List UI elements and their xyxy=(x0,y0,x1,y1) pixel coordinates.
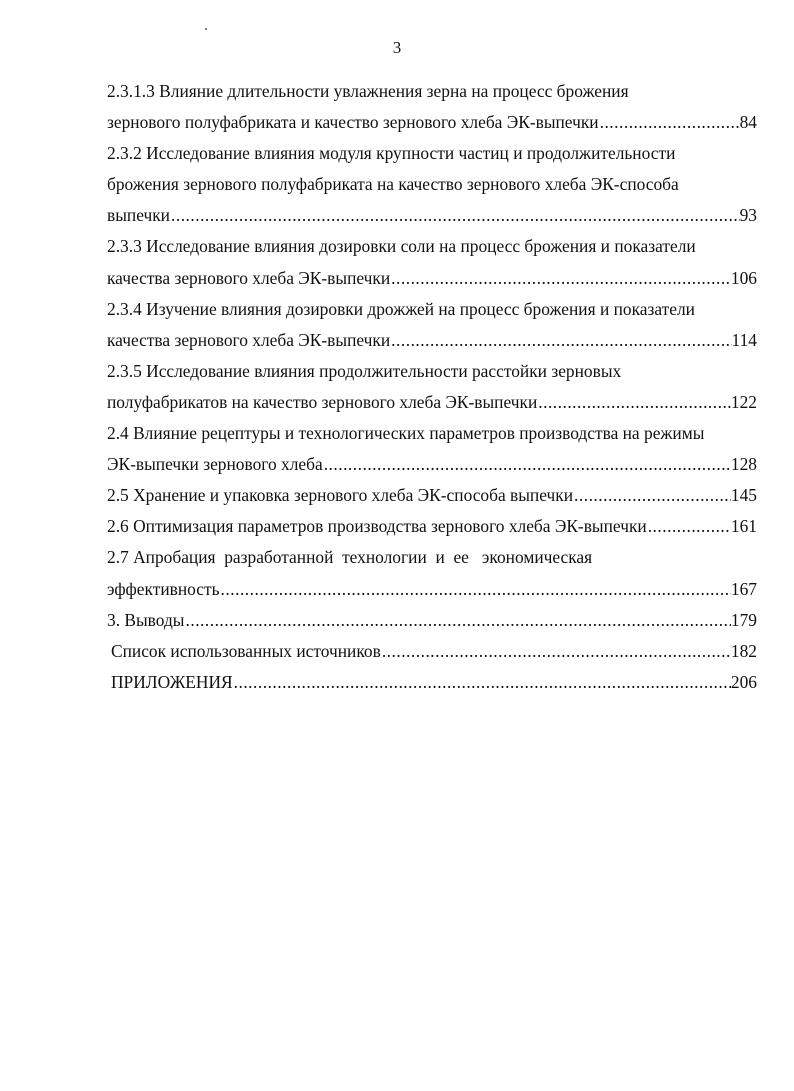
toc-line xyxy=(107,294,757,325)
page-number: 3 xyxy=(392,38,402,57)
toc-line xyxy=(107,169,757,200)
toc-entry xyxy=(107,356,757,418)
toc-entry xyxy=(107,418,757,480)
toc-line xyxy=(107,387,757,418)
toc-line xyxy=(107,231,757,262)
toc-line xyxy=(107,107,757,138)
toc-page-number: 84 xyxy=(739,112,757,133)
toc-entry-title: 2.7 Апробация разработанной технологии и ее экономическая xyxy=(107,547,593,568)
toc-page-number: 106 xyxy=(730,267,757,288)
toc-entry-title: ПРИЛОЖЕНИЯ xyxy=(111,671,233,692)
toc-line xyxy=(107,574,757,605)
toc-entry xyxy=(107,636,757,667)
toc-line xyxy=(107,325,757,356)
toc-entry-title: выпечки xyxy=(107,205,170,226)
toc-line xyxy=(111,636,757,667)
toc-entry xyxy=(107,605,757,636)
toc-entry-title: 2.5 Хранение и упаковка зернового хлеба ЭК-способа выпечки xyxy=(107,485,574,506)
toc-page-number: 182 xyxy=(730,640,757,661)
toc-line xyxy=(107,605,757,636)
toc-line xyxy=(107,511,757,542)
toc-line xyxy=(107,542,757,573)
dot-leader xyxy=(381,636,731,667)
toc-entry xyxy=(107,231,757,293)
dot-leader xyxy=(647,511,731,542)
toc-page-number: 122 xyxy=(730,391,757,412)
toc-page-number: 179 xyxy=(730,609,757,630)
toc-entry-title: Список использованных источников xyxy=(111,640,381,661)
toc-line xyxy=(107,449,757,480)
scan-speck xyxy=(205,28,207,30)
toc-entry-title: 2.3.1.3 Влияние длительности увлажнения зерна на процесс брожения xyxy=(107,81,629,101)
toc-page-number: 161 xyxy=(730,516,757,537)
toc-entry-title: зернового полуфабриката и качество зернового хлеба ЭК-выпечки xyxy=(107,112,599,133)
dot-leader xyxy=(537,387,731,418)
toc-entry-title: 2.6 Оптимизация параметров производства зернового хлеба ЭК-выпечки xyxy=(107,516,647,537)
toc-entry xyxy=(107,667,757,698)
toc-entry-title: полуфабрикатов на качество зернового хлеба ЭК-выпечки xyxy=(107,391,538,412)
toc-line xyxy=(107,418,757,449)
toc-entry-title: 2.3.2 Исследование влияния модуля крупности частиц и продолжительности xyxy=(107,143,676,164)
toc-page-number: 206 xyxy=(730,671,757,692)
toc-entry-title: эффективность xyxy=(107,578,220,599)
toc-entry-title: 2.4 Влияние рецептуры и технологических параметров производства на режимы xyxy=(107,423,705,444)
toc-entry-title: ЭК-выпечки зернового хлеба xyxy=(107,454,323,475)
toc-entry xyxy=(107,542,757,604)
toc-entry-title: качества зернового хлеба ЭК-выпечки xyxy=(107,329,391,350)
dot-leader xyxy=(185,605,731,636)
dot-leader xyxy=(390,325,731,356)
toc-entry-title: брожения зернового полуфабриката на качество зернового хлеба ЭК-способа xyxy=(107,174,679,195)
toc-page-number: 145 xyxy=(730,485,757,506)
toc-entry-title: 2.3.4 Изучение влияния дозировки дрожжей на процесс брожения и показатели xyxy=(107,298,695,319)
toc-line xyxy=(107,263,757,294)
toc-entry xyxy=(107,480,757,511)
toc-entry-title: 3. Выводы xyxy=(107,609,185,630)
dot-leader xyxy=(323,449,731,480)
dot-leader xyxy=(170,200,740,231)
toc-line xyxy=(107,356,757,387)
toc-entry xyxy=(107,76,757,138)
dot-leader xyxy=(390,263,731,294)
toc-entry xyxy=(107,511,757,542)
toc-entry-title: качества зернового хлеба ЭК-выпечки xyxy=(107,267,391,288)
toc-entry-title: 2.3.5 Исследование влияния продолжительности расстойки зерновых xyxy=(107,360,622,381)
toc-page-number: 114 xyxy=(731,329,757,350)
dot-leader xyxy=(233,667,731,698)
toc-line xyxy=(107,76,757,107)
toc-line xyxy=(111,667,757,698)
toc-page-number: 167 xyxy=(730,578,757,599)
toc-entry xyxy=(107,138,757,231)
dot-leader xyxy=(599,107,740,138)
dot-leader xyxy=(220,574,731,605)
toc-entry xyxy=(107,294,757,356)
table-of-contents xyxy=(107,76,757,698)
toc-page-number: 128 xyxy=(730,454,757,475)
toc-entry-title: 2.3.3 Исследование влияния дозировки соли на процесс брожения и показатели xyxy=(107,236,696,257)
dot-leader xyxy=(573,480,731,511)
toc-line xyxy=(107,138,757,169)
toc-line xyxy=(107,480,757,511)
toc-line xyxy=(107,200,757,231)
toc-page-number: 93 xyxy=(739,205,757,226)
